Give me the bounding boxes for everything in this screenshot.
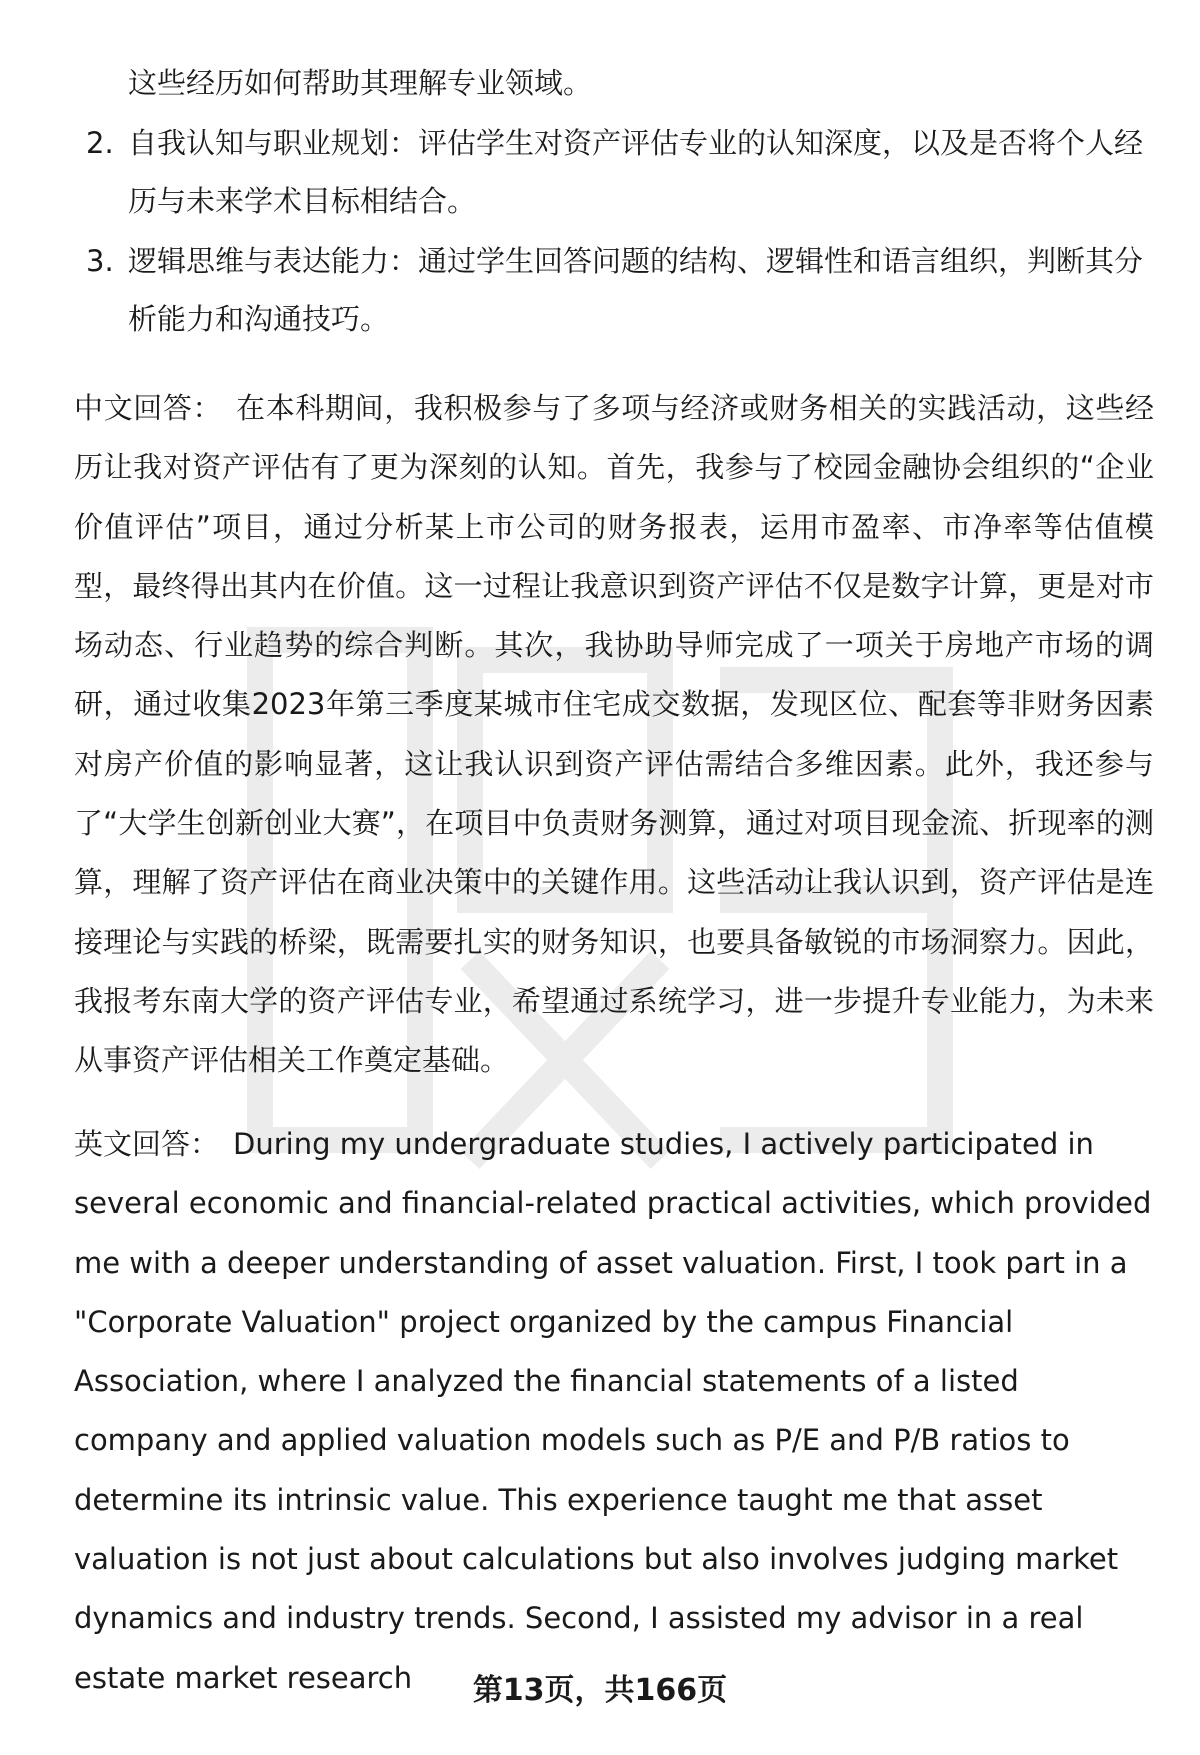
list-item bbox=[74, 232, 1154, 348]
list-item-continuation: 这些经历如何帮助其理解专业领域。 bbox=[128, 66, 593, 100]
chinese-answer-label: 中文回答： bbox=[74, 391, 223, 425]
list-item-number: 2. bbox=[86, 126, 114, 160]
chinese-answer-text: 在本科期间，我积极参与了多项与经济或财务相关的实践活动，这些经历让我对资产评估有了更为深刻的认知。首先，我参与了校园金融协会组织的“企业价值评估”项目，通过分析某上市公司的财务报表，运用市盈率、市净率等估值模型，最终得出其内在价值。这一过程让我意识到资产评估不仅是数字计算，更是对市场动态、行业趋势的综合判断。其次，我协助导师完成了一项关于房地产市场的调研，通过收集2023年第三季度某城市住宅成交数据，发现区位、配套等非财务因素对房产价值的影响显著，这让我认识到资产评估需结合多维因素。此外，我还参与了“大学生创新创业大赛”，在项目中负责财务测算，通过对项目现金流、折现率的测算，理解了资产评估在商业决策中的关键作用。这些活动让我认识到，资产评估是连接理论与实践的桥梁，既需要扎实的财务知识，也要具备敏锐的市场洞察力。因此，我报考东南大学的资产评估专业，希望通过系统学习，进一步提升专业能力，为未来从事资产评估相关工作奠定基础。 bbox=[74, 391, 1154, 1078]
english-answer-text: During my undergraduate studies, I actively participated in several economic and financial-related practical activities, which provided me with a deeper understanding of asset valuation. First, I took part in a "Corporate Valuation" project organized by the campus Financial Association, where I analyzed the financial statements of a listed company and applied valuation models such as P/E and P/B ratios to determine its intrinsic value. This experience taught me that asset valuation is not just about calculations but also involves judging market dynamics and industry trends. Second, I assisted my advisor in a real estate market research bbox=[74, 1127, 1152, 1695]
list-item-number: 3. bbox=[86, 244, 114, 278]
evaluation-criteria-list bbox=[74, 54, 1154, 348]
chinese-answer-paragraph bbox=[74, 379, 1154, 1091]
list-item bbox=[74, 114, 1154, 230]
english-answer-paragraph bbox=[74, 1115, 1154, 1708]
list-item-text: 自我认知与职业规划：评估学生对资产评估专业的认知深度，以及是否将个人经历与未来学术目标相结合。 bbox=[128, 126, 1144, 218]
page-number-footer: 第13页，共166页 bbox=[472, 1673, 728, 1708]
english-answer-label: 英文回答： bbox=[74, 1127, 220, 1161]
list-item-text: 逻辑思维与表达能力：通过学生回答问题的结构、逻辑性和语言组织，判断其分析能力和沟通技巧。 bbox=[128, 244, 1144, 336]
